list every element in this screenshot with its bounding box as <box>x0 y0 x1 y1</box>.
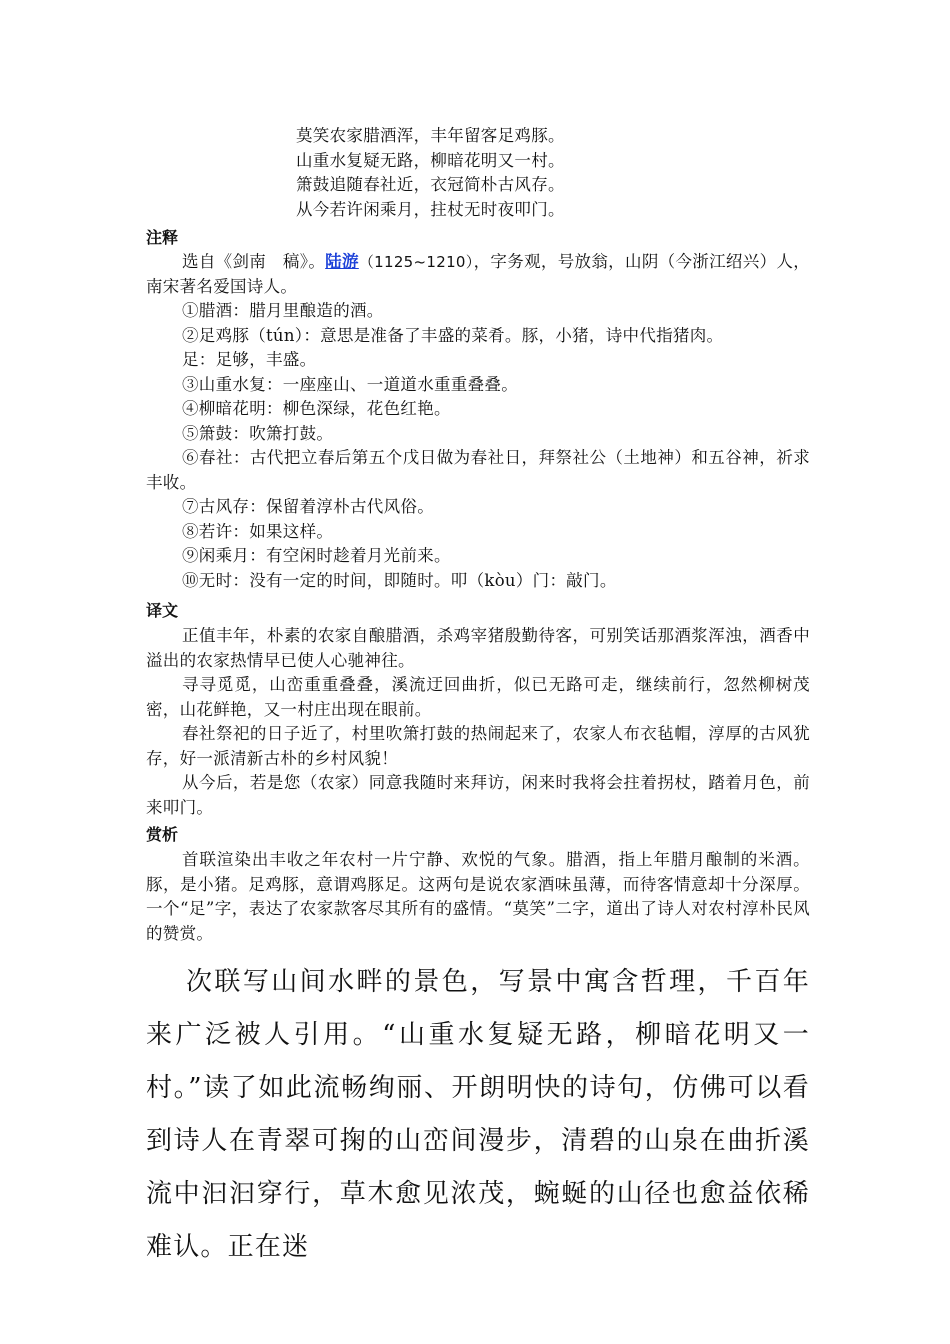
notes-intro <box>146 250 810 299</box>
appreciation-large-text <box>146 956 810 1274</box>
poem <box>296 124 565 222</box>
translation-paragraph: 从今后，若是您（农家）同意我随时来拜访，闲来时我将会拄着拐杖，踏着月色，前来叩门。 <box>146 773 810 817</box>
note-item: 足：足够，丰盛。 <box>182 350 317 369</box>
author-years: （1125~1210） <box>358 253 474 271</box>
note-item: ⑦古风存：保留着淳朴古代风俗。 <box>182 497 434 516</box>
note-item: ⑥春社：古代把立春后第五个戊日做为春社日，拜祭社公（土地神）和五谷神，祈求丰收。 <box>146 448 810 492</box>
appreciation-paragraph-large: 次联写山间水畔的景色，写景中寓含哲理，千百年来广泛被人引用。“山重水复疑无路，柳暗花明又一村。”读了如此流畅绚丽、开朗明快的诗句，仿佛可以看到诗人在青翠可掬的山峦间漫步，清碧的山泉在曲折溪流中汩汩穿行，草木愈见浓茂，蜿蜒的山径也愈益依稀难认。正在迷 <box>146 967 810 1262</box>
translation-paragraph: 春社祭祀的日子近了，村里吹箫打鼓的热闹起来了，农家人布衣毡帽，淳厚的古风犹存，好一派清新古朴的乡村风貌！ <box>146 724 810 768</box>
notes-section <box>146 250 810 593</box>
notes-intro-source: 选自《剑南 稿》。 <box>182 252 326 271</box>
note-item: ②足鸡豚（tún）：意思是准备了丰盛的菜肴。豚，小猪，诗中代指猪肉。 <box>182 325 724 345</box>
poem-line: 山重水复疑无路，柳暗花明又一村。 <box>296 150 565 170</box>
poem-line: 箫鼓追随春社近，衣冠简朴古风存。 <box>296 175 565 194</box>
appreciation-section <box>146 848 810 946</box>
translation-paragraph: 寻寻觅觅，山峦重重叠叠，溪流迂回曲折，似已无路可走，继续前行，忽然柳树茂密，山花鲜艳，又一村庄出现在眼前。 <box>146 675 810 719</box>
translation-section <box>146 624 810 820</box>
note-item: ⑤箫鼓：吹箫打鼓。 <box>182 423 334 443</box>
notes-intro-bio: ，字务观，号放翁，山阴（今浙江绍兴）人，南宋著名爱国诗人。 <box>146 252 811 296</box>
appreciation-paragraph: 首联渲染出丰收之年农村一片宁静、欢悦的气象。腊酒，指上年腊月酿制的米酒。豚，是小猪。足鸡豚，意谓鸡豚足。这两句是说农家酒味虽薄，而待客情意却十分深厚。一个“足”字，表达了农家款客尽其所有的盛情。“莫笑”二字，道出了诗人对农村淳朴民风的赞赏。 <box>146 850 810 943</box>
translation-paragraph: 正值丰年，朴素的农家自酿腊酒，杀鸡宰猪殷勤待客，可别笑话那酒浆浑浊，酒香中溢出的农家热情早已使人心驰神往。 <box>146 626 810 670</box>
poem-line: 从今若许闲乘月，拄杖无时夜叩门。 <box>296 199 565 219</box>
appreciation-heading: 赏析 <box>146 825 179 844</box>
note-item: ①腊酒：腊月里酿造的酒。 <box>182 301 384 320</box>
note-item: ③山重水复：一座座山、一道道水重重叠叠。 <box>182 374 518 394</box>
note-item: ⑧若许：如果这样。 <box>182 521 334 541</box>
notes-heading: 注释 <box>146 228 179 247</box>
note-item: ⑩无时：没有一定的时间，即随时。叩（kòu）门：敲门。 <box>182 570 617 590</box>
note-item: ⑨闲乘月：有空闲时趁着月光前来。 <box>182 546 451 565</box>
translation-heading: 译文 <box>146 601 179 620</box>
author-link[interactable]: 陆游 <box>325 252 359 271</box>
note-item: ④柳暗花明：柳色深绿，花色红艳。 <box>182 399 451 418</box>
poem-line: 莫笑农家腊酒浑，丰年留客足鸡豚。 <box>296 126 565 145</box>
